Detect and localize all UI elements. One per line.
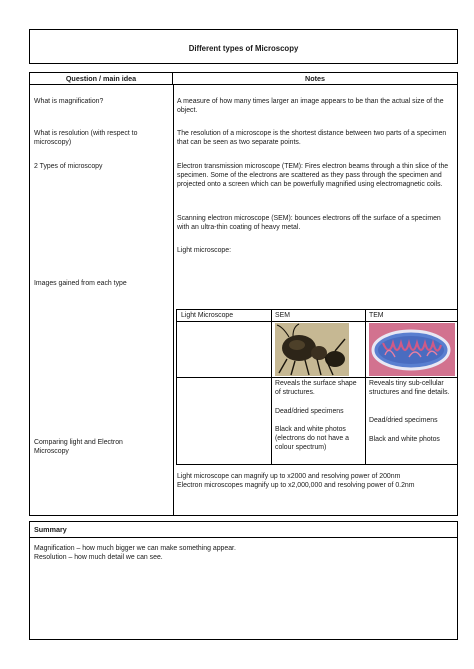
tem-note-1: Reveals tiny sub-cellular structures and fine details.: [369, 380, 450, 397]
note-light: Light microscope:: [177, 247, 232, 254]
note-compare-1: Light microscope can magnify up to x2000 and resolving power of 200nm: [177, 473, 401, 480]
question-types: 2 Types of microscopy: [34, 163, 103, 170]
sem-ant-illustration: [275, 323, 349, 376]
comparison-table: [176, 309, 458, 465]
note-compare-2: Electron microscopes magnify up to x2,000,000 and resolving power of 0.2nm: [177, 482, 415, 489]
summary-box: [29, 521, 458, 640]
question-column-header: Question / main idea: [30, 73, 173, 85]
question-magnification: What is magnification?: [34, 98, 104, 105]
sem-note-1: Reveals the surface shape of structures.: [275, 380, 357, 397]
note-tem: Electron transmission microscope (TEM): Fires electron beams through a thin slice of the specimen. Some of the electrons are scattered as they pass through the specimen and projected onto a screen which can be powerfully magnified using electromagnetic coils.: [177, 163, 449, 189]
comparison-divider: [177, 321, 457, 322]
sem-note-3: Black and white photos (electrons do not have a colour spectrum): [275, 426, 349, 452]
question-comparing: Comparing light and Electron Microscopy: [34, 439, 123, 456]
sem-image: [275, 323, 349, 376]
summary-divider: [30, 537, 457, 538]
comparison-divider: [177, 377, 457, 378]
comparison-divider: [365, 310, 366, 464]
comparison-header-light: Light Microscope: [181, 312, 234, 319]
tem-image: [369, 323, 455, 376]
page-title: Different types of Microscopy: [188, 44, 299, 54]
summary-title: Summary: [34, 525, 67, 534]
column-divider: [173, 85, 174, 516]
question-resolution: What is resolution (with respect to microscopy): [34, 130, 138, 147]
comparison-header-sem: SEM: [275, 312, 290, 319]
notes-column-header: Notes: [173, 73, 457, 85]
summary-magnification: Magnification – how much bigger we can make something appear.: [34, 545, 236, 552]
note-sem: Scanning electron microscope (SEM): bounces electrons off the surface of a specimen with an ultra-thin coating of heavy metal.: [177, 215, 441, 232]
note-resolution: The resolution of a microscope is the shortest distance between two parts of a specimen that can be seen as two separate points.: [177, 130, 447, 147]
tem-mitochondrion-illustration: [369, 323, 455, 376]
question-images: Images gained from each type: [34, 280, 127, 287]
note-magnification: A measure of how many times larger an image appears to be than the actual size of the object.: [177, 98, 444, 115]
comparison-divider: [271, 310, 272, 464]
summary-resolution: Resolution – how much detail we can see.: [34, 554, 163, 561]
tem-note-2: Dead/dried specimens: [369, 417, 438, 424]
sem-note-2: Dead/dried specimens: [275, 408, 344, 415]
comparison-header-tem: TEM: [369, 312, 384, 319]
title-box: [29, 29, 458, 64]
tem-note-3: Black and white photos: [369, 436, 440, 443]
